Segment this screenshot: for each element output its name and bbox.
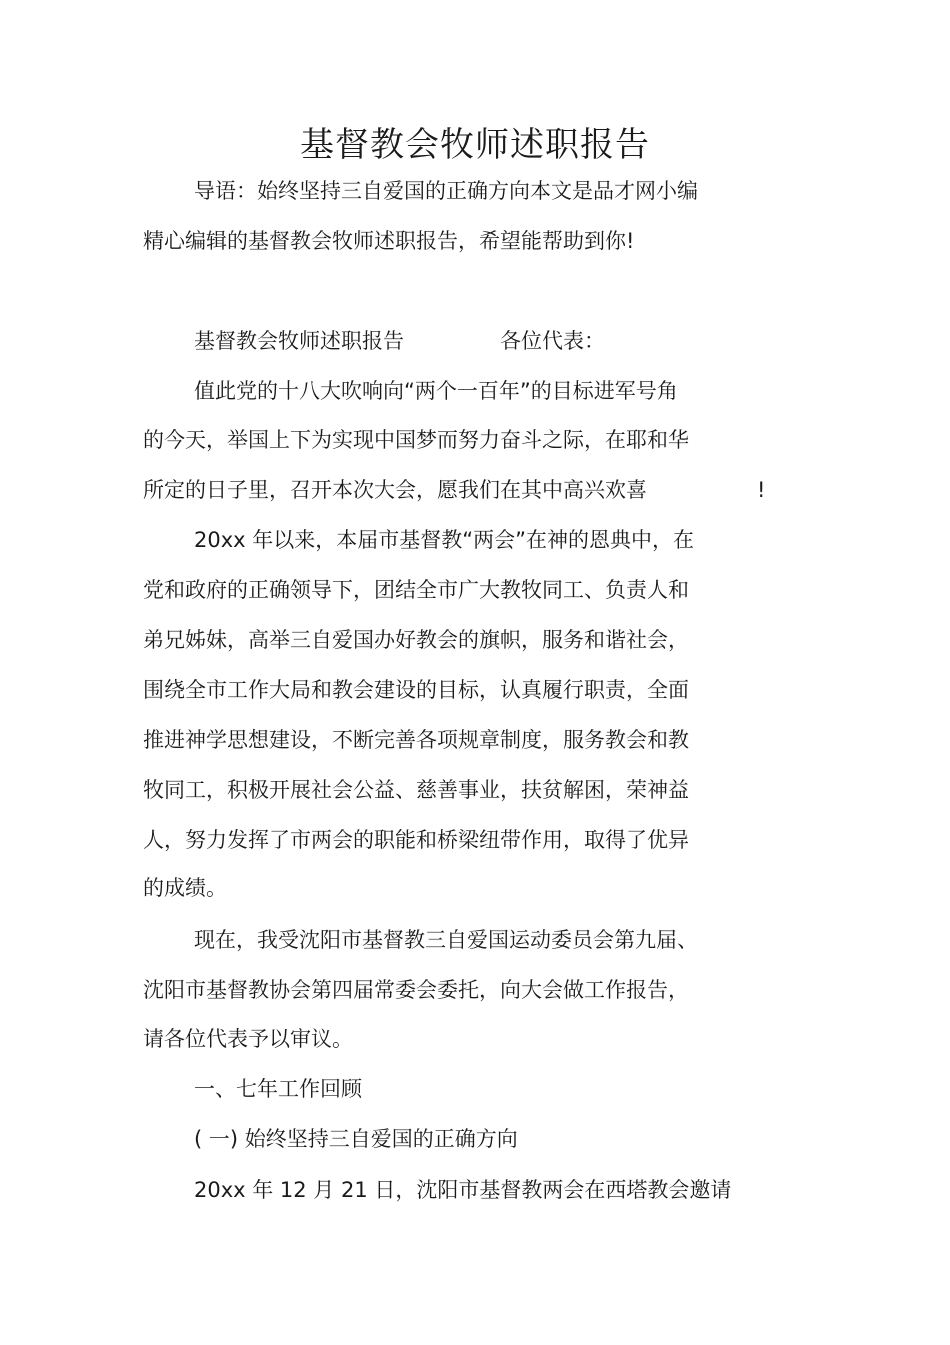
- report-heading: 基督教会牧师述职报告: [194, 329, 404, 353]
- para3-line-2: 沈阳市基督教协会第四届常委会委托，向大会做工作报告，: [143, 978, 689, 1002]
- para1-line-2: 的今天，举国上下为实现中国梦而努力奋斗之际，在耶和华: [143, 428, 689, 452]
- para1-line-1: 值此党的十八大吹响向“两个一百年”的目标进军号角: [194, 379, 678, 403]
- intro-line-1: 导语：始终坚持三自爱国的正确方向本文是品才网小编: [194, 179, 698, 203]
- para2-line-7: 人，努力发挥了市两会的职能和桥梁纽带作用，取得了优异: [143, 828, 689, 852]
- para1-line-3-end: !: [757, 478, 766, 502]
- para3-line-3: 请各位代表予以审议。: [143, 1027, 353, 1051]
- para2-line-8: 的成绩。: [143, 876, 227, 900]
- para2-line-5: 推进神学思想建设，不断完善各项规章制度，服务教会和教: [143, 728, 689, 752]
- para2-line-3: 弟兄姊妹，高举三自爱国办好教会的旗帜，服务和谐社会，: [143, 628, 689, 652]
- document-title: 基督教会牧师述职报告: [300, 125, 650, 165]
- section-heading-1: 一、七年工作回顾: [194, 1077, 362, 1101]
- salutation: 各位代表：: [500, 329, 605, 353]
- para3-line-1: 现在，我受沈阳市基督教三自爱国运动委员会第九届、: [194, 928, 698, 952]
- subsection-heading-1: ( 一) 始终坚持三自爱国的正确方向: [194, 1127, 518, 1151]
- para2-line-2: 党和政府的正确领导下，团结全市广大教牧同工、负责人和: [143, 578, 689, 602]
- para2-line-1: 20xx 年以来，本届市基督教“两会”在神的恩典中，在: [194, 528, 695, 552]
- para2-line-6: 牧同工，积极开展社会公益、慈善事业，扶贫解困，荣神益: [143, 778, 689, 802]
- para1-line-3: 所定的日子里，召开本次大会，愿我们在其中高兴欢喜: [143, 478, 647, 502]
- para4-line-1: 20xx 年 12 月 21 日，沈阳市基督教两会在西塔教会邀请: [194, 1178, 732, 1202]
- para2-line-4: 围绕全市工作大局和教会建设的目标，认真履行职责，全面: [143, 678, 689, 702]
- intro-line-2: 精心编辑的基督教会牧师述职报告，希望能帮助到你!: [143, 229, 635, 253]
